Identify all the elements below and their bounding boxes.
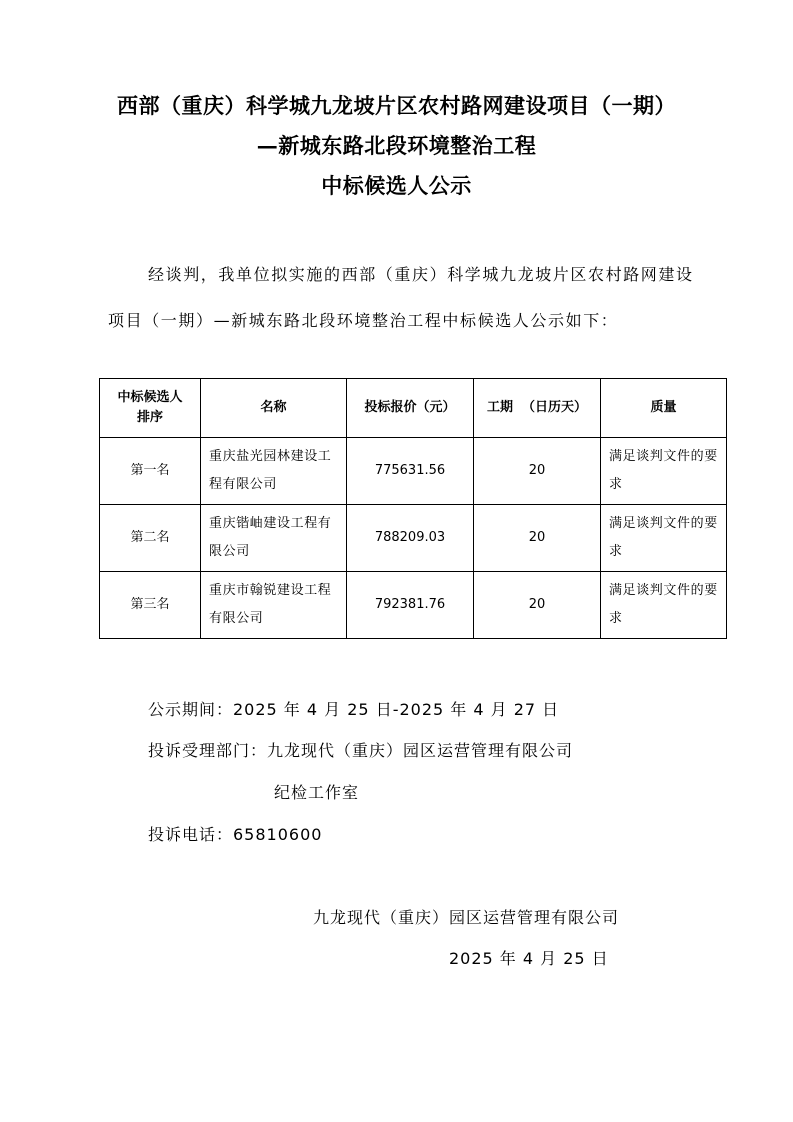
cell-period: 20 (474, 572, 601, 639)
candidate-table (99, 378, 727, 639)
cell-rank: 第二名 (100, 505, 201, 572)
signature-organization: 九龙现代（重庆）园区运营管理有限公司 (313, 908, 620, 927)
complaint-department: 投诉受理部门：九龙现代（重庆）园区运营管理有限公司 (148, 741, 574, 760)
document-title-line1: 西部（重庆）科学城九龙坡片区农村路网建设项目（一期） (117, 93, 676, 118)
table-header-row (100, 379, 727, 438)
cell-price: 775631.56 (347, 438, 474, 505)
intro-paragraph-line1: 经谈判，我单位拟实施的西部（重庆）科学城九龙坡片区农村路网建设 (148, 265, 694, 284)
cell-rank: 第一名 (100, 438, 201, 505)
cell-quality: 满足谈判文件的要求 (601, 505, 727, 572)
document-title-line2: —新城东路北段环境整治工程 (256, 133, 537, 158)
header-rank-line1: 中标候选人 (117, 390, 183, 405)
table-row (100, 505, 727, 572)
cell-period: 20 (474, 438, 601, 505)
cell-period: 20 (474, 505, 601, 572)
header-period: 工期 （日历天） (474, 379, 601, 438)
cell-name: 重庆市翰锐建设工程有限公司 (201, 572, 347, 639)
document-title-line3: 中标候选人公示 (321, 173, 472, 198)
cell-rank: 第三名 (100, 572, 201, 639)
header-quality: 质量 (601, 379, 727, 438)
complaint-phone: 投诉电话：65810600 (148, 825, 323, 844)
signature-date: 2025 年 4 月 25 日 (449, 949, 609, 968)
header-name: 名称 (201, 379, 347, 438)
table-row (100, 438, 727, 505)
header-rank (100, 379, 201, 438)
table-row (100, 572, 727, 639)
header-rank-line2: 排序 (136, 410, 163, 425)
cell-name: 重庆锴岫建设工程有限公司 (201, 505, 347, 572)
cell-quality: 满足谈判文件的要求 (601, 438, 727, 505)
intro-paragraph-line2: 项目（一期）—新城东路北段环境整治工程中标候选人公示如下： (108, 311, 619, 330)
cell-price: 788209.03 (347, 505, 474, 572)
header-price: 投标报价（元） (347, 379, 474, 438)
cell-price: 792381.76 (347, 572, 474, 639)
complaint-department-office: 纪检工作室 (274, 783, 360, 802)
publicity-period: 公示期间：2025 年 4 月 25 日-2025 年 4 月 27 日 (148, 700, 560, 719)
cell-quality: 满足谈判文件的要求 (601, 572, 727, 639)
cell-name: 重庆盐光园林建设工程有限公司 (201, 438, 347, 505)
